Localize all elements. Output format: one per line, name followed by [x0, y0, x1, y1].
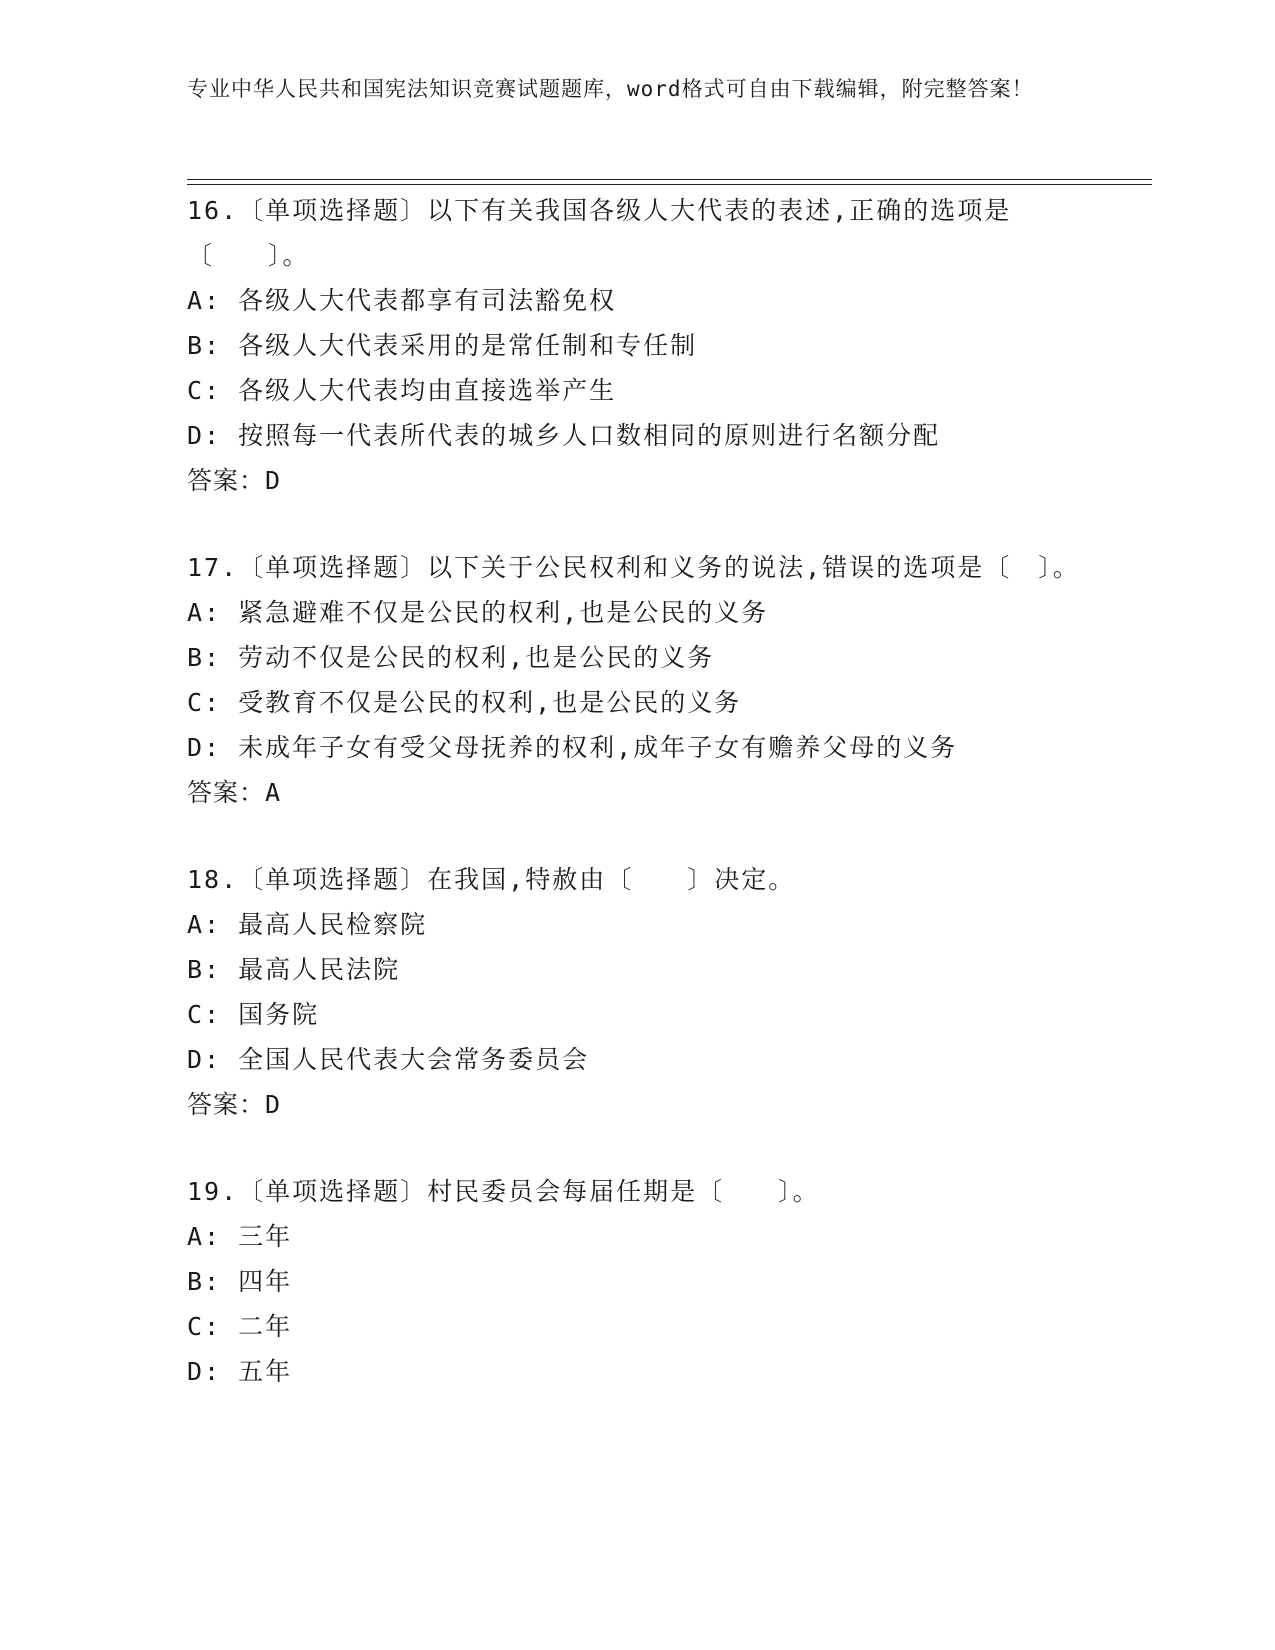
option-c: C: 二年 — [187, 1312, 293, 1341]
option-d: D: 未成年子女有受父母抚养的权利,成年子女有赡养父母的义务 — [187, 733, 958, 762]
option-c: C: 各级人大代表均由直接选举产生 — [187, 376, 617, 405]
answer-value: A — [265, 778, 282, 807]
option-d: D: 五年 — [187, 1357, 293, 1386]
question-text: 17.〔单项选择题〕以下关于公民权利和义务的说法,错误的选项是〔 〕。 — [187, 553, 1080, 582]
option-b: B: 劳动不仅是公民的权利,也是公民的义务 — [187, 643, 715, 672]
question-18 — [187, 857, 1127, 1127]
option-d: D: 全国人民代表大会常务委员会 — [187, 1045, 590, 1074]
answer-value: D — [265, 1090, 282, 1119]
header-rule-bottom — [187, 184, 1152, 185]
question-list — [187, 188, 1127, 1436]
question-16 — [187, 188, 1127, 503]
option-c: C: 受教育不仅是公民的权利,也是公民的义务 — [187, 688, 742, 717]
option-b: B: 四年 — [187, 1267, 293, 1296]
question-text: 19.〔单项选择题〕村民委员会每届任期是〔 〕。 — [187, 1177, 820, 1206]
question-text: 16.〔单项选择题〕以下有关我国各级人大代表的表述,正确的选项是〔 〕。 — [187, 196, 1012, 270]
option-a: A: 三年 — [187, 1222, 293, 1251]
answer-value: D — [265, 466, 282, 495]
answer-label: 答案： — [187, 778, 266, 807]
option-b: B: 各级人大代表采用的是常任制和专任制 — [187, 331, 698, 360]
option-a: A: 紧急避难不仅是公民的权利,也是公民的义务 — [187, 598, 769, 627]
answer-label: 答案： — [187, 1090, 266, 1119]
question-text: 18.〔单项选择题〕在我国,特赦由〔 〕决定。 — [187, 865, 796, 894]
header-rule-top — [187, 179, 1152, 180]
answer-line — [187, 458, 1127, 503]
option-a: A: 各级人大代表都享有司法豁免权 — [187, 286, 617, 315]
option-c: C: 国务院 — [187, 1000, 320, 1029]
question-19 — [187, 1169, 1127, 1394]
option-a: A: 最高人民检察院 — [187, 910, 428, 939]
answer-label: 答案： — [187, 466, 266, 495]
option-d: D: 按照每一代表所代表的城乡人口数相同的原则进行名额分配 — [187, 421, 941, 450]
answer-line — [187, 770, 1127, 815]
answer-line — [187, 1082, 1127, 1127]
document-description: 专业中华人民共和国宪法知识竞赛试题题库，word格式可自由下载编辑，附完整答案！ — [187, 77, 1034, 101]
question-17 — [187, 545, 1127, 815]
option-b: B: 最高人民法院 — [187, 955, 401, 984]
